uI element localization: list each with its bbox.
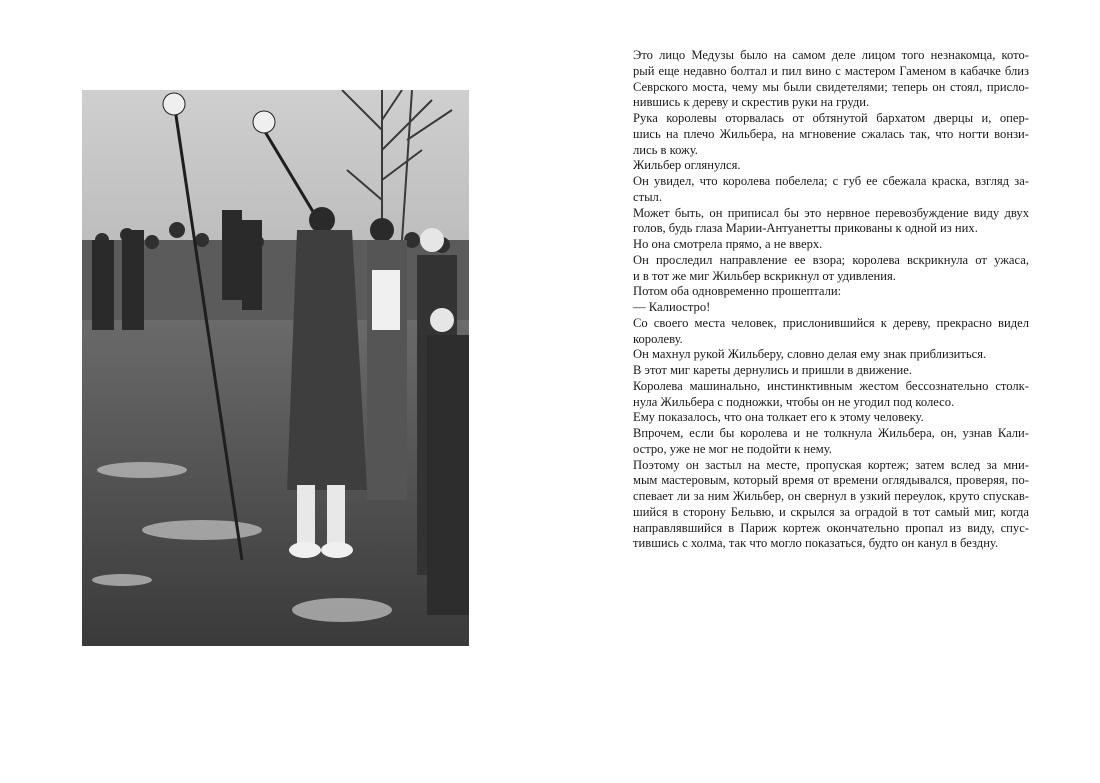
paragraph: [615, 458, 1029, 553]
text-line: шись на плечо Жильбера, на мгновение сжалась так, что ногти вонзи-: [633, 126, 1029, 141]
text-line: королеву.: [633, 331, 683, 346]
text-line: Но она смотрела прямо, а не вверх.: [633, 237, 823, 251]
paragraph: [615, 347, 1029, 363]
text-line: Впрочем, если бы королева и не толкнула Жильбера, он, узнав Кали-: [633, 426, 1029, 440]
engraving-crowd-with-heads-on-pikes-icon: [82, 90, 469, 646]
text-line: Потом оба одновременно прошептали:: [633, 284, 842, 299]
text-line: Он увидел, что королева побелела; с губ ее сбежала краска, взгляд за-: [633, 174, 1029, 188]
paragraph: [615, 206, 1029, 238]
paragraph: [615, 237, 1029, 253]
text-line: Королева машинально, инстинктивным жестом бессознательно столк-: [633, 378, 1029, 393]
text-line: остро, уже не мог не подойти к нему.: [633, 441, 832, 456]
paragraph: [615, 300, 1029, 316]
text-line: Он махнул рукой Жильберу, словно делая ему знак приблизиться.: [633, 347, 987, 362]
text-line: нула Жильбера с подножки, чтобы он не угодил под колесо.: [633, 394, 955, 409]
text-line: мым мастеровым, который время от времени оглядывался, проверяя, по-: [633, 473, 1029, 488]
text-line: и в тот же миг Жильбер вскрикнул от удивления.: [633, 268, 896, 283]
paragraph: [615, 284, 1029, 300]
paragraph: [615, 379, 1029, 411]
text-line: лись в кожу.: [633, 142, 698, 157]
text-column: [615, 48, 1029, 552]
text-line: спевает ли за ним Жильбер, он свернул в узкий переулок, круто спускав-: [633, 489, 1029, 503]
text-line: Жильбер оглянулся.: [633, 158, 741, 173]
paragraph: [615, 316, 1029, 348]
text-line: — Калиостро!: [633, 300, 711, 314]
text-line: Ему показалось, что она толкает его к этому человеку.: [633, 410, 924, 425]
text-line: шийся в сторону Бельвю, и скрылся за оградой в тот самый миг, когда: [633, 504, 1029, 519]
paragraph: [615, 174, 1029, 206]
paragraph: [615, 253, 1029, 285]
text-line: Севрского моста, чему мы были свидетелями; теперь он стоял, присло-: [633, 79, 1029, 94]
text-line: Рука королевы оторвалась от обтянутой бархатом дверцы и, опер-: [633, 111, 1029, 125]
text-line: направлявшийся в Париж кортеж окончательно пропал из виду, спус-: [633, 520, 1029, 535]
text-line: рый еще недавно болтал и пил вино с мастером Гаменом в кабачке близ: [633, 63, 1029, 78]
text-line: голов, будь глаза Марии-Антуанетты прикованы к одной из них.: [633, 221, 978, 236]
text-line: стыл.: [633, 189, 662, 204]
paragraph: [615, 363, 1029, 379]
illustration: [82, 90, 469, 646]
paragraph: [615, 111, 1029, 158]
text-line: Со своего места человек, прислонившийся к дереву, прекрасно видел: [633, 315, 1029, 330]
paragraph: [615, 158, 1029, 174]
paragraph: [615, 426, 1029, 458]
text-line: Поэтому он застыл на месте, пропуская кортеж; затем вслед за мни-: [633, 457, 1029, 472]
text-line: Он проследил направление ее взора; королева вскрикнула от ужаса,: [633, 252, 1029, 267]
text-line: Может быть, он приписал бы это нервное перевозбуждение виду двух: [633, 205, 1029, 220]
text-line: В этот миг кареты дернулись и пришли в движение.: [633, 363, 912, 377]
text-line: нившись к дереву и скрестив руки на груди.: [633, 95, 870, 110]
text-line: тившись с холма, так что могло показаться, будто он канул в бездну.: [633, 536, 999, 551]
paragraph: [615, 410, 1029, 426]
paragraph: [615, 48, 1029, 111]
text-line: Это лицо Медузы было на самом деле лицом того незнакомца, кото-: [633, 48, 1029, 62]
